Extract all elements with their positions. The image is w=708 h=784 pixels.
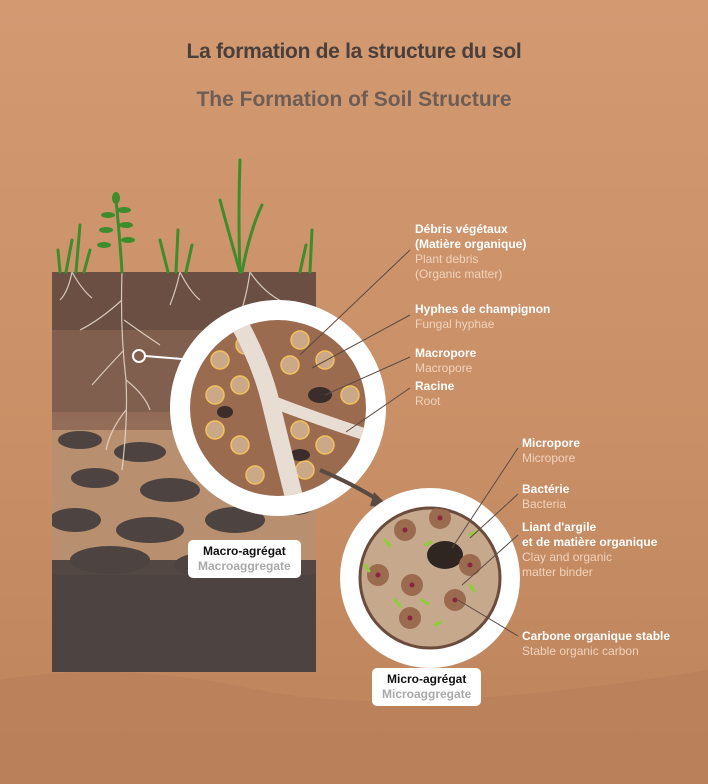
tag-macroaggregate: Macro-agrégat Macroaggregate [188, 540, 301, 578]
label-fungal-hyphae: Hyphes de champignon Fungal hyphae [415, 302, 551, 331]
label-binder: Liant d'argile et de matière organique Clay and organic matter binder [522, 520, 658, 579]
microaggregate-circle [340, 488, 520, 668]
ground-texture [0, 670, 708, 784]
label-root: Racine Root [415, 379, 455, 408]
label-bacteria: Bactérie Bacteria [522, 482, 570, 511]
plant-leaves [97, 192, 135, 248]
label-stable-carbon: Carbone organique stable Stable organic carbon [522, 629, 671, 658]
label-micropore: Micropore Micropore [522, 436, 581, 465]
title-english: The Formation of Soil Structure [196, 88, 512, 111]
title-french: La formation de la structure du sol [186, 40, 522, 63]
micropore [427, 541, 463, 569]
tag-microaggregate: Micro-agrégat Microaggregate [372, 668, 481, 706]
plants [58, 160, 312, 272]
label-plant-debris: Débris végétaux (Matière organique) Plant debris (Organic matter) [415, 222, 527, 281]
label-macropore: Macropore Macropore [415, 346, 477, 375]
